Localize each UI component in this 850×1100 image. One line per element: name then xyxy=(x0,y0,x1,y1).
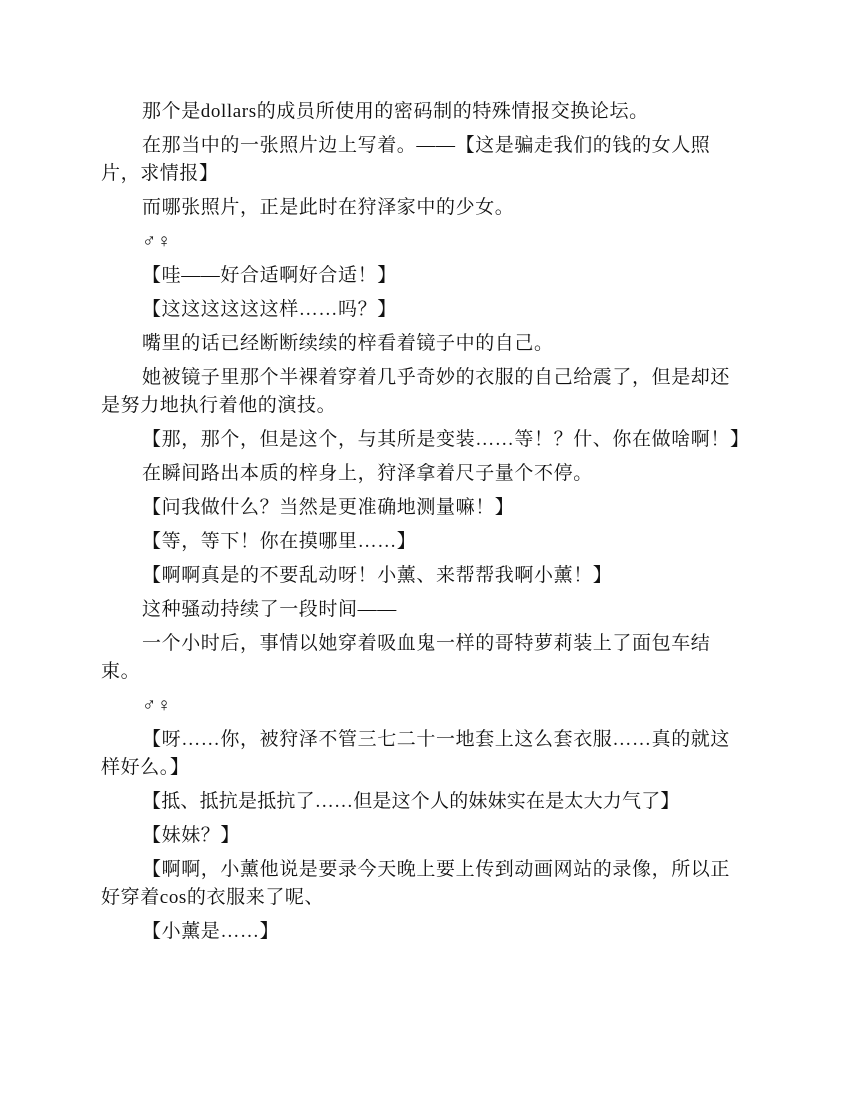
dialogue-line: 【哇——好合适啊好合适！】 xyxy=(142,265,397,286)
dialogue-line: 【呀……你，被狩泽不管三七二十一地套上这么套衣服……真的就这样好么。】 xyxy=(101,729,731,778)
section-divider: ♂♀ xyxy=(142,695,172,716)
paragraph: 这种骚动持续了一段时间—— xyxy=(142,599,397,620)
paragraph: 她被镜子里那个半裸着穿着几乎奇妙的衣服的自己给震了，但是却还是努力地执行着他的演技。 xyxy=(101,367,731,416)
section-divider: ♂♀ xyxy=(142,231,172,252)
dialogue-line: 【啊啊真是的不要乱动呀！小薰、来帮帮我啊小薰！】 xyxy=(142,565,613,586)
paragraph: 那个是dollars的成员所使用的密码制的特殊情报交换论坛。 xyxy=(142,101,649,122)
paragraph: 在那当中的一张照片边上写着。——【这是骗走我们的钱的女人照片，求情报】 xyxy=(101,135,711,184)
dialogue-line: 【啊啊，小薰他说是要录今天晚上要上传到动画网站的录像，所以正好穿着cos的衣服来了呢、 xyxy=(101,859,731,908)
dialogue-line: 【妹妹？】 xyxy=(142,825,241,846)
paragraph: 一个小时后，事情以她穿着吸血鬼一样的哥特萝莉装上了面包车结束。 xyxy=(101,633,711,682)
document-page xyxy=(101,98,750,952)
paragraph: 嘴里的话已经断断续续的梓看着镜子中的自己。 xyxy=(142,333,554,354)
dialogue-line: 【那，那个，但是这个，与其所是变装……等！？什、你在做啥啊！】 xyxy=(142,429,750,450)
dialogue-line: 【等，等下！你在摸哪里……】 xyxy=(142,531,417,552)
dialogue-line: 【这这这这这这样……吗？】 xyxy=(142,299,397,320)
dialogue-line: 【小薰是……】 xyxy=(142,921,280,942)
paragraph: 在瞬间路出本质的梓身上，狩泽拿着尺子量个不停。 xyxy=(142,463,593,484)
paragraph: 而哪张照片，正是此时在狩泽家中的少女。 xyxy=(142,197,515,218)
dialogue-line: 【问我做什么？当然是更准确地测量嘛！】 xyxy=(142,497,515,518)
dialogue-line: 【抵、抵抗是抵抗了……但是这个人的妹妹实在是太大力气了】 xyxy=(142,791,680,812)
